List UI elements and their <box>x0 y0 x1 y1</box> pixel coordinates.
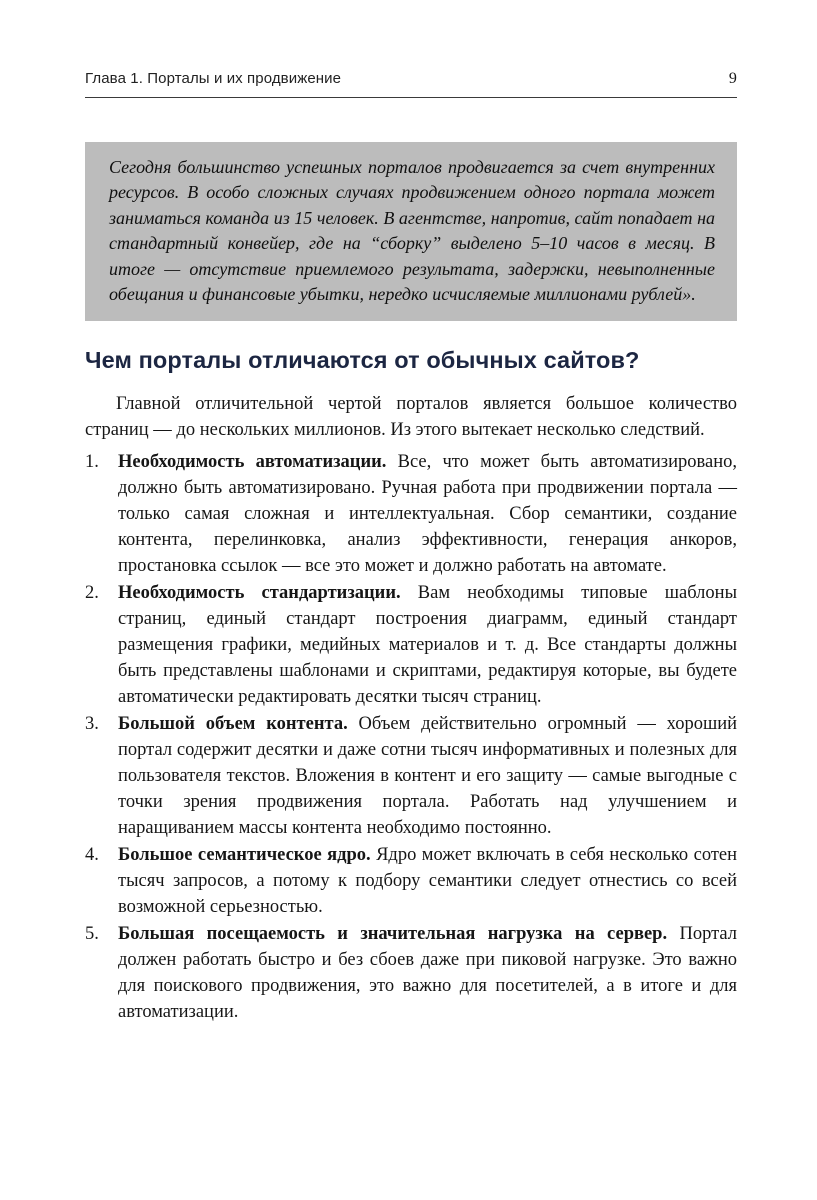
list-item <box>85 449 737 579</box>
section-heading: Чем порталы отличаются от обычных сайтов? <box>85 347 640 374</box>
item-title: Необходимость автоматизации. <box>118 452 387 473</box>
item-text: Ядро может включать в себя несколько сотен тысяч запросов, а потому к подбору семантики следует отнестись со всей возможной серьезностью. <box>118 845 738 918</box>
list-item <box>85 842 737 920</box>
item-text: Объем действительно огромный — хороший портал содержит десятки и даже сотни тысяч информативных и полезных для пользователя текстов. Вложения в контент и его защиту — самые выгодные с точки зрения продвижения портала. Работать над улучшением и наращиванием массы контента необходимо постоянно. <box>118 714 738 839</box>
item-number: 3. <box>85 714 99 735</box>
item-body <box>118 580 737 710</box>
intro-paragraph: Главной отличительной чертой порталов является большое количество страниц — до нескольких миллионов. Из этого вытекает несколько следствий. <box>85 394 737 441</box>
item-body <box>118 449 737 579</box>
quote-box <box>85 142 737 321</box>
item-number: 4. <box>85 845 99 866</box>
quote-text: Сегодня большинство успешных порталов продвигается за счет внутренних ресурсов. В особо сложных случаях продвижением одного портала может заниматься команда из 15 человек. В агентстве, напротив, сайт попадает на стандартный конвейер, где на “сборку” выделено 5–10 часов в месяц. В итоге — отсутствие приемлемого результата, задержки, невыполненные обещания и финансовые убытки, нередко исчисляемые миллионами рублей». <box>109 157 715 305</box>
item-title: Большая посещаемость и значительная нагрузка на сервер. <box>118 924 668 945</box>
item-text: Портал должен работать быстро и без сбоев даже при пиковой нагрузке. Это важно для поискового продвижения, это важно для посетителей, а в итоге и для автоматизации. <box>118 924 738 1023</box>
item-body <box>118 711 737 841</box>
item-text: Вам необходимы типовые шаблоны страниц, единый стандарт построения диаграмм, единый стандарт размещения графики, медийных материалов и т. д. Все стандарты должны быть представлены шаблонами и скриптами, редактируя которые, вы будете автоматически редактировать десятки тысяч страниц. <box>118 583 737 708</box>
chapter-title: Глава 1. Порталы и их продвижение <box>85 70 342 87</box>
running-head <box>85 70 737 98</box>
item-body <box>118 921 737 1025</box>
numbered-list <box>85 449 737 1025</box>
item-number: 2. <box>85 583 99 604</box>
item-title: Большой объем контента. <box>118 714 348 735</box>
item-text: Все, что может быть автоматизировано, должно быть автоматизировано. Ручная работа при продвижении портала — только самая сложная и интеллектуальная. Сбор семантики, создание контента, перелинковка, анализ эффективности, генерация анкоров, простановка ссылок — все это может и должно работать на автомате. <box>118 452 737 577</box>
page-number: 9 <box>728 70 737 87</box>
item-number: 5. <box>85 924 99 945</box>
page-content <box>85 0 737 1026</box>
list-item <box>85 711 737 841</box>
item-title: Необходимость стандартизации. <box>118 583 401 604</box>
item-body <box>118 842 737 920</box>
item-title: Большое семантическое ядро. <box>118 845 371 866</box>
list-item <box>85 580 737 710</box>
item-number: 1. <box>85 452 99 473</box>
list-item <box>85 921 737 1025</box>
